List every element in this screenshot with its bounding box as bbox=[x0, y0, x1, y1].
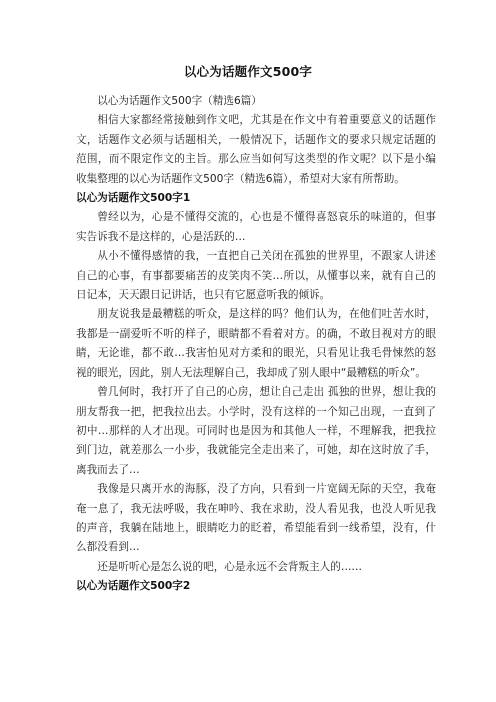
document-body bbox=[76, 92, 436, 597]
body-paragraph: 以心为话题作文500字（精选6篇） bbox=[97, 95, 262, 107]
document-title: 以心为话题作文500字 bbox=[183, 64, 313, 79]
body-paragraph: 从小不懂得感情的我，一直把自己关闭在孤独的世界里，不跟家人讲述自己的心事，有事都要痛苦的皮笑肉不笑…所以，从懂事以来，就有自己的日记本，天天跟日记讲话，也只有它愿意听我的倾诉。 bbox=[76, 250, 436, 302]
body-paragraph: 我像是只离开水的海豚，没了方向，只看到一片宽阔无际的天空，我奄奄一息了，我无法呼吸，我在呻吟、我在求助，没人看见我，也没人听见我的声音，我躺在陆地上，眼睛吃力的眨着，希望能看到一线希望，没有，什么都没看到… bbox=[76, 483, 436, 554]
body-paragraph: 相信大家都经常接触到作文吧，尤其是在作文中有着重要意义的话题作文，话题作文必须与话题相关，一般情况下，话题作文的要求只规定话题的范围，而不限定作文的主旨。那么应当如何写这类型的作文呢？以下是小编收集整理的以心为话题作文500字（精选6篇），希望对大家有所帮助。 bbox=[76, 114, 436, 185]
body-paragraph: 朋友说我是最糟糕的听众，是这样的吗？他们认为，在他们吐苦水时，我都是一副爱听不听的样子，眼睛都不看着对方。的确，不敢目视对方的眼睛，无论谁，都不敢…我害怕见对方柔和的眼光，只看见让我毛骨悚然的怒视的眼光，因此，别人无法理解自己，我却成了别人眼中“最糟糕的听众”。 bbox=[76, 308, 436, 379]
body-paragraph: 还是听听心是怎么说的吧，心是永远不会背叛主人的…… bbox=[97, 560, 363, 573]
section-heading: 以心为话题作文500字1 bbox=[76, 192, 191, 205]
body-paragraph: 曾几何时，我打开了自己的心房，想让自己走出 孤独的世界，想让我的朋友帮我一把，把我拉出去。小学时，没有这样的一个知己出现，一直到了初中…那样的人才出现。可同时也是因为和其他人一样，不理解我，把我拉到门边，就差那么一小步，我就能完全走出来了，可她，却在这时放了手，离我而去了… bbox=[76, 386, 436, 476]
body-paragraph: 曾经以为，心是不懂得交流的，心也是不懂得喜怒哀乐的味道的，但事实告诉我不是这样的，心是活跃的… bbox=[76, 211, 436, 243]
section-heading: 以心为话题作文500字2 bbox=[76, 580, 191, 593]
